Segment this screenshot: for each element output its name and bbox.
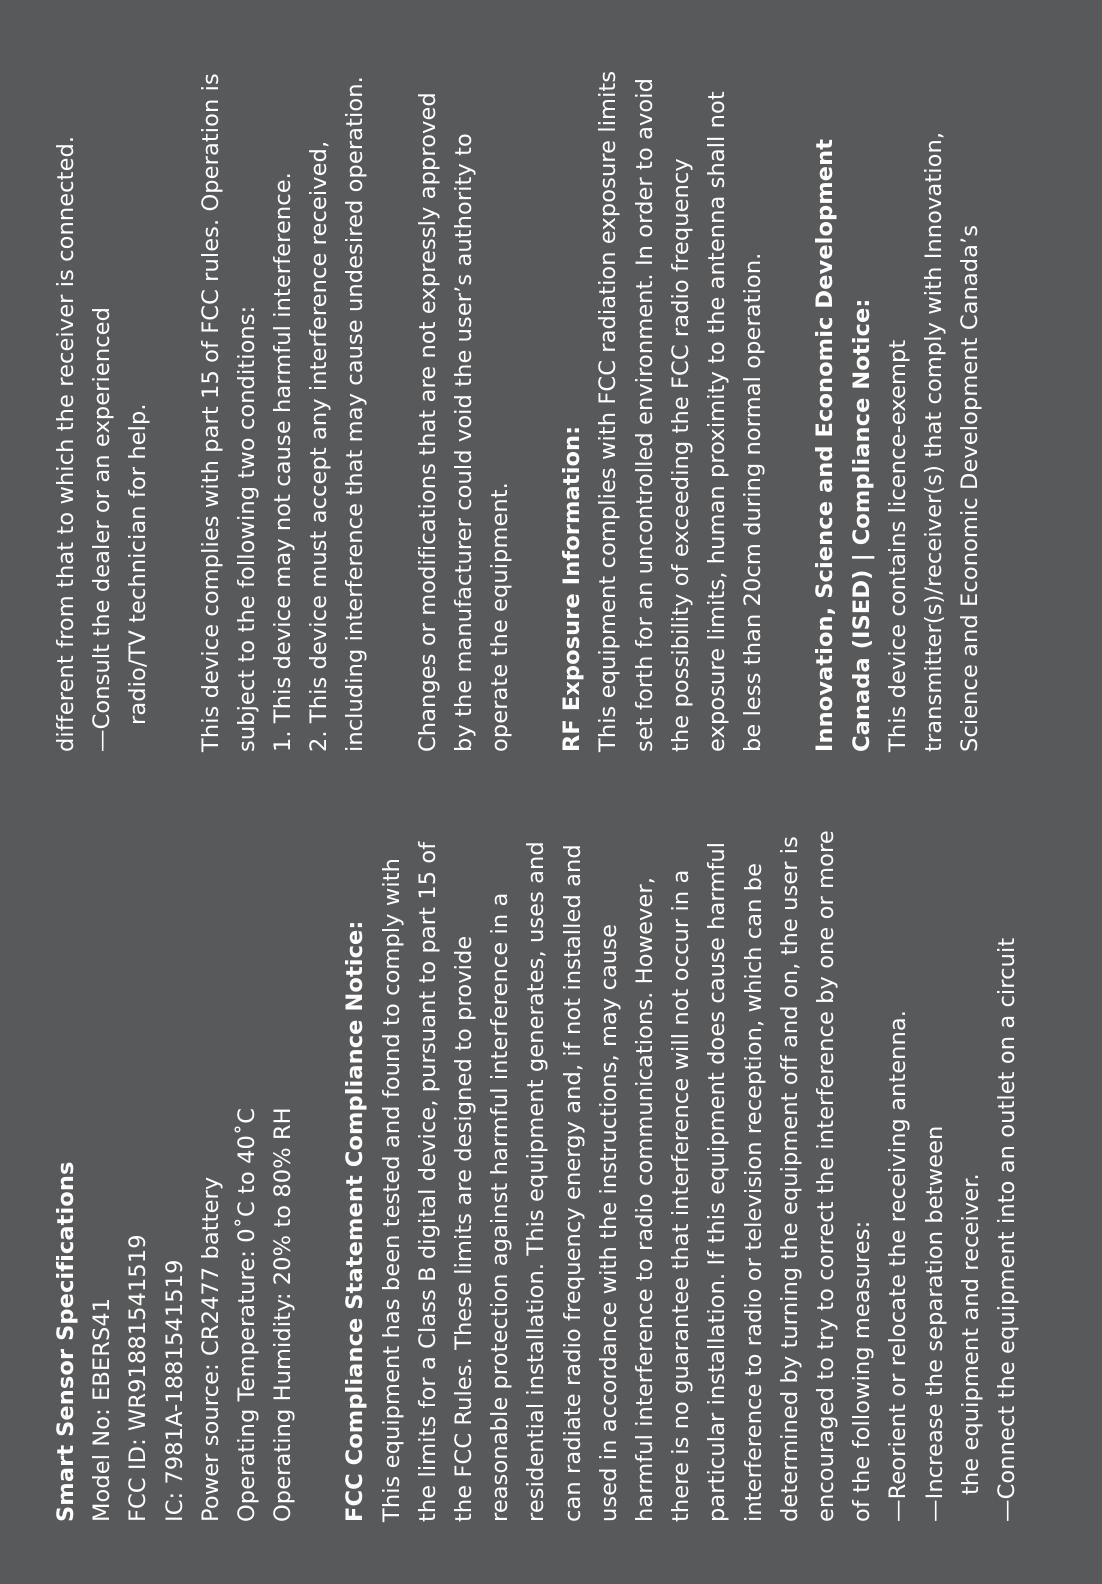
measure-consult: —Consult the dealer or an experienced (89, 307, 116, 752)
measure-connect: —Connect the equipment into an outlet on a circuit (994, 937, 1021, 1522)
fcc-body: This equipment has been tested and found to comply with the limits for a Class B digital device, pursuant to part 15 of the FCC Rules. These limits are designed to provide reasonable protection against harmful interference in a residential installation. This equipment generates, uses and can radiate radio frequency energy and, if not installed and used in accordance with the instructions, may cause harmful interference to radio communications. However, there is no guarantee that interference will not occur in a particular installation. If this equipment does cause harmful interference to radio or television reception, which can be determined by turning the equipment off and on, the user is encouraged to try to correct the interference by one or more of the following measures: (378, 830, 876, 1522)
spacer (157, 60, 193, 752)
rf-body: This equipment complies with FCC radiation exposure limits set forth for an uncontrolled environment. In order to avoid the possibility of exceeding the FCC radio frequency exposure limits, human proximity to the antenna shall not be less than 20cm during normal operation. (595, 70, 767, 752)
rf-title: RF Exposure Information: (559, 425, 586, 752)
spec-temperature: Operating Temperature: 0˚C to 40˚C (234, 1107, 261, 1522)
fcc-title: FCC Compliance Statement Compliance Notice: (342, 920, 369, 1522)
spacer (301, 830, 337, 1522)
measure-increase-cont: the equipment and receiver. (957, 1173, 984, 1495)
measure-consult-cont: radio/TV technician for help. (125, 403, 152, 725)
spec-humidity: Operating Humidity: 20% to 80% RH (270, 1107, 297, 1522)
spacer (374, 60, 410, 752)
ised-body: This device contains licence-exempt transmitter(s)/receiver(s) that comply with Innovation, Science and Economic Development Canada’s (884, 131, 984, 752)
measure-increase: —Increase the separation between (921, 1125, 948, 1522)
spec-power: Power source: CR2477 battery (197, 1176, 224, 1522)
measure-reorient: —Reorient or relocate the receiving antenna. (885, 1009, 912, 1522)
part15-condition-2: 2. This device must accept any interference received, including interference that may cause undesired operation. (306, 76, 369, 752)
right-column (48, 60, 1062, 752)
spec-model: Model No: EBERS41 (89, 1297, 116, 1522)
spec-ic: IC: 7981A-1881541519 (161, 1259, 188, 1522)
left-column (48, 830, 1062, 1522)
part15-condition-1: 1. This device may not cause harmful interference. (270, 172, 297, 752)
spec-fcc-id: FCC ID: WR91881541519 (125, 1234, 152, 1522)
measure-connect-cont: different from that to which the receiver is connected. (53, 135, 79, 752)
ised-title: Innovation, Science and Economic Development Canada (ISED) | Compliance Notice: (812, 138, 875, 752)
spacer (518, 60, 554, 752)
part15-intro: This device complies with part 15 of FCC rules. Operation is subject to the following two conditions: (197, 73, 260, 752)
changes-warning: Changes or modifications that are not expressly approved by the manufacturer could void the user’s authority to operate the equipment. (414, 92, 514, 752)
specs-title: Smart Sensor Specifications (53, 1161, 79, 1522)
spacer (771, 60, 807, 752)
